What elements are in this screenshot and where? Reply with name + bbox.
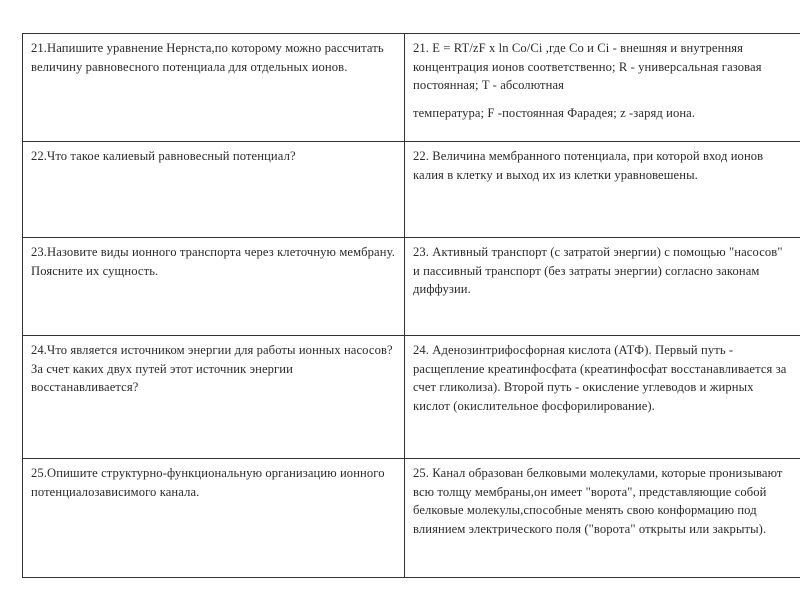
table-row bbox=[23, 34, 800, 142]
answer-cell: 24. Аденозинтрифосфорная кислота (АТФ). Первый путь - расщепление креатинфосфата (креатинфосфат восстанавливается за счет гликолиза). Второй путь - окисление углеводов и жирных кислот (окислительное фосфорилирование). bbox=[405, 336, 800, 459]
answer-text: 21. E = RT/zF x ln Co/Ci ,где Co и Ci - внешняя и внутренняя концентрация ионов соответственно; R - универсальная газовая постоянная; T - абсолютная bbox=[413, 41, 762, 92]
table-row bbox=[23, 238, 800, 336]
question-cell: 25.Опишите структурно-функциональную организацию ионного потенциалозависимого канала. bbox=[23, 459, 405, 578]
answer-cell: 25. Канал образован белковыми молекулами, которые пронизывают всю толщу мембраны,он имеет "ворота", представляющие собой белковые молекулы,способные менять свою конформацию под влиянием электрического поля ("ворота" открыты или закрыты). bbox=[405, 459, 800, 578]
answer-cell bbox=[405, 34, 800, 142]
qa-table bbox=[22, 33, 800, 578]
question-cell: 22.Что такое калиевый равновесный потенциал? bbox=[23, 142, 405, 238]
question-cell: 24.Что является источником энергии для работы ионных насосов? За счет каких двух путей этот источник энергии восстанавливается? bbox=[23, 336, 405, 459]
answer-cell: 22. Величина мембранного потенциала, при которой вход ионов калия в клетку и выход их из клетки уравновешены. bbox=[405, 142, 800, 238]
table-row bbox=[23, 142, 800, 238]
question-cell: 21.Напишите уравнение Нернста,по которому можно рассчитать величину равновесного потенциала для отдельных ионов. bbox=[23, 34, 405, 142]
table-row bbox=[23, 459, 800, 578]
table-row bbox=[23, 336, 800, 459]
question-cell: 23.Назовите виды ионного транспорта через клеточную мембрану. Поясните их сущность. bbox=[23, 238, 405, 336]
answer-text-continued: температура; F -постоянная Фарадея; z -заряд иона. bbox=[413, 105, 696, 120]
answer-cell: 23. Активный транспорт (с затратой энергии) с помощью "насосов" и пассивный транспорт (без затраты энергии) согласно законам диффузии. bbox=[405, 238, 800, 336]
